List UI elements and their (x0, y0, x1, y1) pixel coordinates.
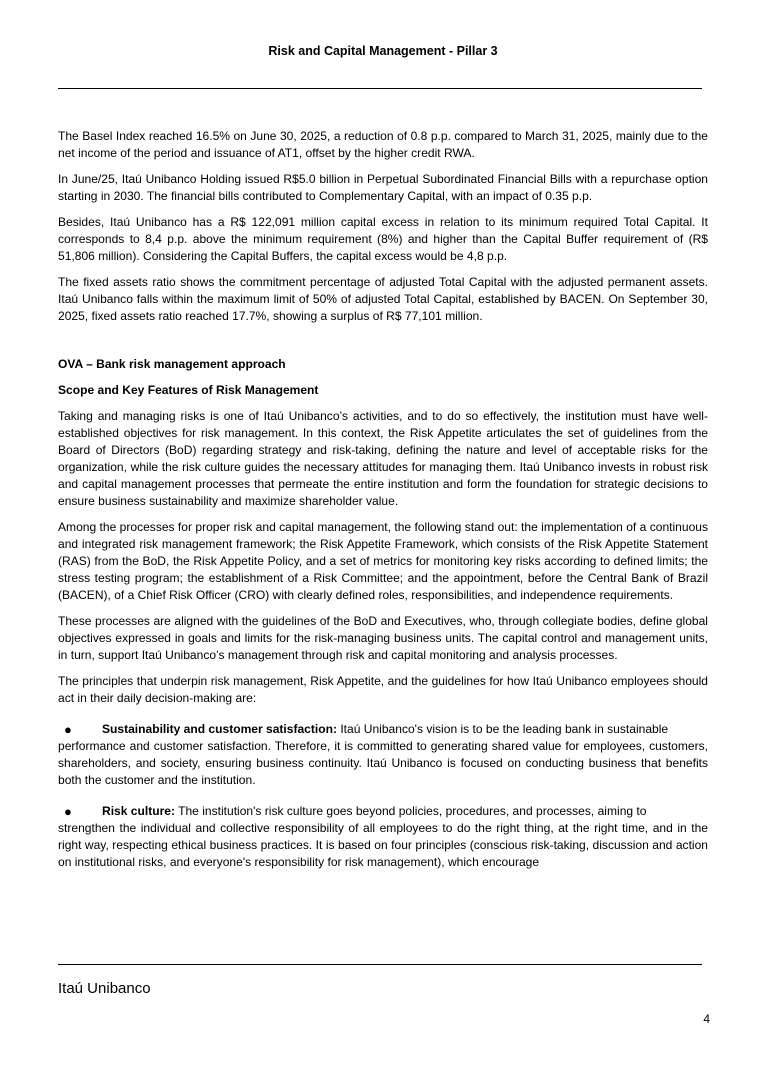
section-heading: OVA – Bank risk management approach (58, 357, 286, 371)
bullet-text: Itaú Unibanco's vision is to be the leading bank in sustainable (340, 722, 669, 736)
intro-paragraph: The Basel Index reached 16.5% on June 30, 2025, a reduction of 0.8 p.p. compared to March 31, 2025, mainly due to the net income of the period and issuance of AT1, offset by the higher credit RWA. (58, 129, 708, 160)
body-paragraph: Among the processes for proper risk and capital management, the following stand out: the implementation of a continuous and integrated risk management framework; the Risk Appetite Framework, which consists of the Risk Appetite Statement (RAS) from the BoD, the Risk Appetite Policy, and a set of metrics for monitoring key risks according to defined limits; the stress testing program; the establishment of a Risk Committee; and the appointment, before the Central Bank of Brazil (BACEN), of a Chief Risk Officer (CRO) with clearly defined roles, responsibilities, and independence requirements. (58, 520, 708, 602)
body-paragraph: Taking and managing risks is one of Itaú Unibanco’s activities, and to do so effectively, the institution must have well-established objectives for risk management. In this context, the Risk Appetite articulates the set of guidelines from the Board of Directors (BoD) regarding strategy and risk-taking, defining the nature and level of acceptable risks for the organization, while the risk culture guides the necessary attitudes for managing them. Itaú Unibanco invests in robust risk and capital management processes that permeate the entire institution and form the foundation for strategic decisions to ensure business sustainability and maximize shareholder value. (58, 409, 708, 508)
page-number: 4 (703, 1012, 710, 1026)
bullet-dot-icon: ● (64, 804, 72, 819)
body-paragraph: These processes are aligned with the guidelines of the BoD and Executives, who, through collegiate bodies, define global objectives expressed in goals and limits for the risk-managing business units. The capital control and management units, in turn, support Itaú Unibanco’s management through risk and capital monitoring and analysis processes. (58, 614, 708, 662)
page-header-title: Risk and Capital Management - Pillar 3 (268, 44, 498, 58)
section-subheading: Scope and Key Features of Risk Management (58, 383, 319, 397)
bullet-dot-icon: ● (64, 722, 72, 737)
body-paragraph: The principles that underpin risk management, Risk Appetite, and the guidelines for how Itaú Unibanco employees should act in their daily decision-making are: (58, 674, 708, 705)
bullet-item (58, 721, 708, 789)
bullet-text-continued: strengthen the individual and collective responsibility of all employees to do the right thing, at the right time, and in the right way, respecting ethical business practices. It is based on four principles (conscious risk-taking, discussion and action on institutional risks, and everyone's responsibility for risk management), which encourage (58, 821, 708, 869)
intro-paragraph: In June/25, Itaú Unibanco Holding issued R$5.0 billion in Perpetual Subordinated Financial Bills with a repurchase option starting in 2030. The financial bills contributed to Complementary Capital, with an impact of 0.35 p.p. (58, 172, 708, 203)
bullet-title: Sustainability and customer satisfaction: (102, 722, 337, 736)
header-divider (58, 88, 702, 89)
footer-brand: Itaú Unibanco (58, 980, 151, 997)
page-body (58, 128, 708, 871)
footer-divider (58, 964, 702, 965)
bullet-item (58, 803, 708, 871)
bullet-title: Risk culture: (102, 804, 175, 818)
bullet-text-continued: performance and customer satisfaction. Therefore, it is committed to generating shared value for employees, customers, shareholders, and society, ensuring business continuity. Itaú Unibanco is focused on conducting business that benefits both the customer and the institution. (58, 739, 708, 787)
bullet-text: The institution's risk culture goes beyond policies, procedures, and processes, aiming to (178, 804, 647, 818)
intro-paragraph: The fixed assets ratio shows the commitment percentage of adjusted Total Capital with the adjusted permanent assets. Itaú Unibanco falls within the maximum limit of 50% of adjusted Total Capital, established by BACEN. On September 30, 2025, fixed assets ratio reached 17.7%, showing a surplus of R$ 77,101 million. (58, 275, 708, 323)
intro-paragraph: Besides, Itaú Unibanco has a R$ 122,091 million capital excess in relation to its minimum required Total Capital. It corresponds to 8,4 p.p. above the minimum requirement (8%) and higher than the Capital Buffer requirement of (R$ 51,806 million). Considering the Capital Buffers, the capital excess would be 4,8 p.p. (58, 215, 708, 263)
